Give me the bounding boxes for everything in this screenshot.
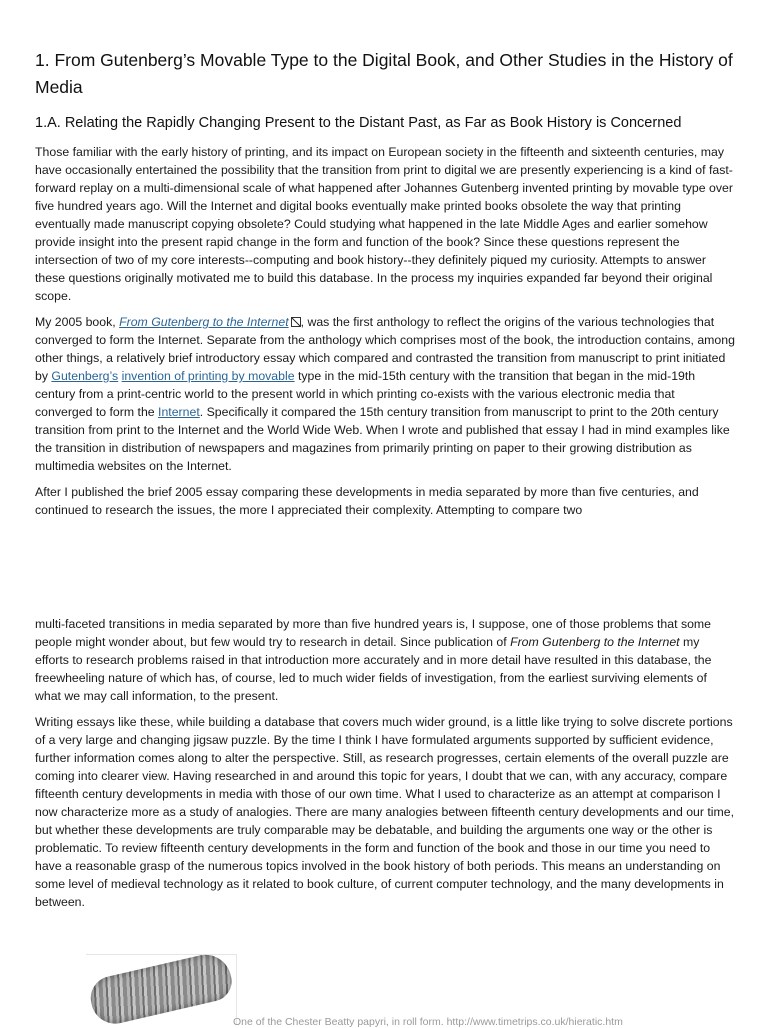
paragraph-1: Those familiar with the early history of printing, and its impact on European society in the fifteenth and sixteenth centuries, may have occasionally entertained the possibility that the transition from print to digital we are presently experiencing is a kind of fast-forward replay on a multi-dimensional scale of what happened after Johannes Gutenberg invented printing by movable type over five hundred years ago. Will the Internet and digital books eventually make printed books obsolete the way that printing eventually made manuscript copying obsolete? Could studying what happened in the late Middle Ages and earlier somehow provide insight into the present rapid change in the form and function of the book? Since these questions represent the intersection of two of my core interests--computing and book history--they definitely piqued my curiosity. Attempts to answer these questions originally motivated me to build this database. In the process my inquiries expanded far beyond their original scope.: [35, 145, 733, 303]
link-internet[interactable]: Internet: [158, 405, 200, 419]
paragraph-2-text-4: . Specifically it compared the 15th century transition from manuscript to print to the 20th century transition from print to the Internet and the World Wide Web. When I wrote and published that essay I had in mind examples like the transition in distribution of newspapers and magazines from primarily printing on paper to their growing distribution as multimedia websites on the Internet.: [35, 405, 730, 473]
section-heading: 1.A. Relating the Rapidly Changing Present to the Distant Past, as Far as Book History is Concerned: [35, 115, 682, 131]
paragraph-2: [35, 313, 735, 475]
link-from-gutenberg-to-the-internet[interactable]: From Gutenberg to the Internet: [119, 315, 301, 329]
paragraph-2-text-2: , was the first anthology to reflect the origins of the various technologies that converged to form the Internet. Separate from the anthology which comprises most of the book, the introduction contains, among other things, a relatively brief introductory essay which compared and contrasted the transition from manuscript to print initiated by: [35, 315, 735, 383]
papyrus-roll-image: [86, 954, 237, 1025]
figure-caption: One of the Chester Beatty papyri, in roll form. http://www.timetrips.co.uk/hieratic.htm: [233, 1016, 623, 1028]
papyrus-roll-illustration: [86, 950, 235, 1028]
book-title-emphasis: From Gutenberg to the Internet: [510, 635, 680, 649]
page-title: 1. From Gutenberg’s Movable Type to the Digital Book, and Other Studies in the History of Media: [35, 50, 733, 97]
document-page: [35, 0, 735, 911]
paragraph-2-text-3: type in the mid-15th century with the transition that began in the mid-19th century from a print-centric world to the present world in which printing co-exists with the various electronic media that converged to form the: [35, 369, 696, 419]
paragraph-4: multi-faceted transitions in media separated by more than five hundred years is, I suppose, one of those problems that some people might wonder about, but few would try to research in detail. Since publication of From Gutenberg to the Internet my efforts to research problems raised in that introduction more accurately and in more detail have resulted in this database, the freewheeling nature of which has, of course, led to much wider fields of investigation, from the earliest surviving elements of what we may call information, to the present.: [35, 617, 712, 703]
paragraph-2-text-1: My 2005 book,: [35, 315, 120, 329]
link-invention-of-printing[interactable]: invention of printing by movable: [121, 369, 295, 383]
paragraph-5: Writing essays like these, while building a database that covers much wider ground, is a little like trying to solve discrete portions of a very large and changing jigsaw puzzle. By the time I think I have formulated arguments supported by sufficient evidence, further information comes along to alter the perspective. Still, as research progresses, certain elements of the overall puzzle are coming into clearer view. Having researched in and around this topic for years, I doubt that we can, with any accuracy, compare fifteenth century developments in media with those of our own time. What I used to characterize as an attempt at comparison I now characterize more as a study of analogies. There are many analogies between fifteenth century developments and our time, but whether these developments are truly comparable may be debatable, and building the arguments one way or the other is problematic. To review fifteenth century developments in the form and function of the book and those in our time you need to have a reasonable grasp of the numerous topics involved in the book history of both periods. This means an understanding on some level of medieval technology as it related to book culture, of current computer technology, and the many developments in between.: [35, 715, 735, 909]
paragraph-3: After I published the brief 2005 essay comparing these developments in media separated by more than five centuries, and continued to research the issues, the more I appreciated their complexity. Attempting to compare two: [35, 485, 699, 517]
link-gutenbergs[interactable]: Gutenberg’s: [51, 369, 119, 383]
page-break-gap: [35, 519, 735, 607]
